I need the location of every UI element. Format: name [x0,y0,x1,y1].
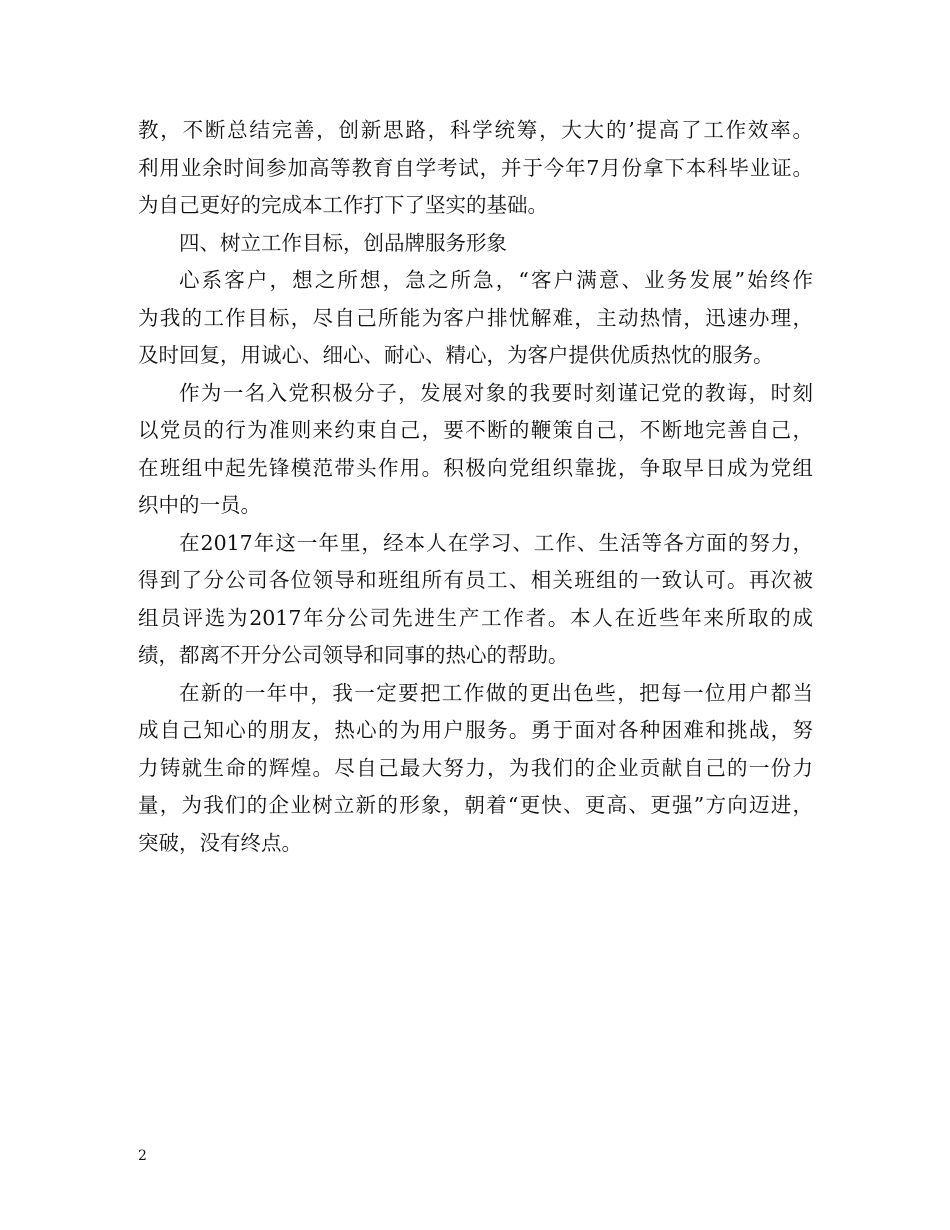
text-line: 力铸就生命的辉煌。尽自己最大努力，为我们的企业贡献自己的一份力 [138,755,813,780]
page-number: 2 [138,1148,147,1164]
text-line: 心系客户，想之所想，急之所急，“客户满意、业务发展”始终作 [179,268,813,292]
text-line: 利用业余时间参加高等教育自学考试，并于今年7月份拿下本科毕业证。 [138,155,813,180]
text-line: 绩，都离不开分公司领导和同事的热心的帮助。 [138,643,569,667]
document-body [138,112,813,862]
section-heading: 四、树立工作目标，创品牌服务形象 [179,230,507,255]
text-line: 成自己知心的朋友，热心的为用户服务。勇于面对各种困难和挑战，努 [138,718,813,742]
text-line: 织中的一员。 [138,493,261,517]
text-line: 组员评选为2017年分公司先进生产工作者。本人在近些年来所取的成 [138,605,813,630]
text-line: 量，为我们的企业树立新的形象，朝着“更快、更高、更强”方向迈进， [138,793,813,817]
text-line: 作为一名入党积极分子，发展对象的我要时刻谨记党的教诲，时刻 [179,380,813,405]
text-line: 为我的工作目标，尽自己所能为客户排忧解难，主动热情，迅速办理， [138,305,813,330]
text-line: 在新的一年中，我一定要把工作做的更出色些，把每一位用户都当 [179,680,813,705]
text-line: 为自己更好的完成本工作打下了坚实的基础。 [138,193,548,217]
text-line: 以党员的行为准则来约束自己，要不断的鞭策自己，不断地完善自己， [138,418,813,442]
text-line: 在班组中起先锋模范带头作用。积极向党组织靠拢，争取早日成为党组 [138,455,813,480]
text-line: 得到了分公司各位领导和班组所有员工、相关班组的一致认可。再次被 [138,568,813,592]
text-line: 教，不断总结完善，创新思路，科学统筹，大大的’提高了工作效率。 [138,118,813,142]
text-line: 在2017年这一年里，经本人在学习、工作、生活等各方面的努力， [179,530,813,555]
text-line: 突破，没有终点。 [138,830,302,855]
text-line: 及时回复，用诚心、细心、耐心、精心，为客户提供优质热忱的服务。 [138,343,774,367]
